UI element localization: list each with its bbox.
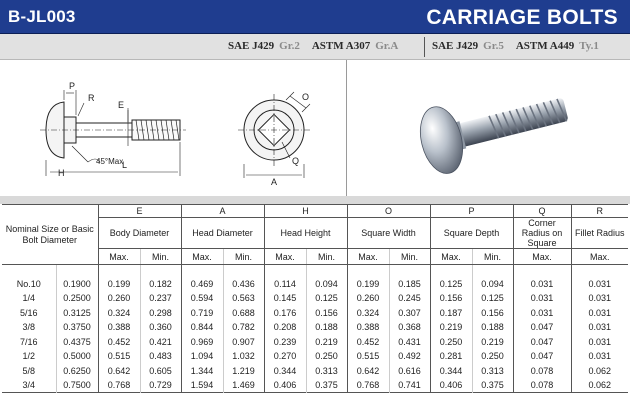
dimension-cell: 0.188 — [472, 320, 513, 335]
label-o: O — [302, 92, 310, 102]
dimension-cell: 0.125 — [472, 291, 513, 306]
dimension-cell: 1.344 — [181, 364, 223, 379]
standard-name: ASTM A307 — [311, 40, 371, 52]
dimension-cell: 0.594 — [181, 291, 223, 306]
dimension-cell: 0.492 — [389, 349, 430, 364]
dimension-cell: 1.594 — [181, 378, 223, 393]
label-q: Q — [292, 156, 300, 166]
table-row — [2, 364, 628, 379]
dimension-cell: 0.307 — [389, 306, 430, 321]
subheader-max: Max. — [98, 249, 140, 265]
column-name: Square Depth — [430, 218, 513, 249]
dimension-cell: 0.907 — [223, 335, 264, 350]
section-gap — [0, 196, 630, 204]
dimension-cell: 0.452 — [347, 335, 389, 350]
subheader-min: Min. — [306, 249, 347, 265]
dimension-cell: 0.245 — [389, 291, 430, 306]
column-letter: R — [571, 205, 628, 218]
bolt-photo — [400, 78, 580, 178]
dimension-cell: 0.185 — [389, 277, 430, 292]
dimension-cell: 0.199 — [347, 277, 389, 292]
dimension-cell: 0.469 — [181, 277, 223, 292]
label-e: E — [118, 100, 125, 110]
dimension-cell: 0.741 — [389, 378, 430, 393]
column-letter: A — [181, 205, 264, 218]
nominal-size-cell: 5/16 — [19, 307, 38, 318]
dimension-cell: 0.208 — [264, 320, 306, 335]
dimension-cell: 0.219 — [430, 320, 472, 335]
dimension-cell: 0.156 — [430, 291, 472, 306]
dimension-cell: 0.688 — [223, 306, 264, 321]
standard-name: ASTM A449 — [515, 40, 575, 52]
subheader-min: Min. — [140, 249, 181, 265]
basic-diameter-cell: 0.1900 — [56, 277, 98, 292]
subheader-max: Max. — [430, 249, 472, 265]
dimension-cell: 0.406 — [264, 378, 306, 393]
figures-divider — [346, 60, 347, 196]
dimension-cell: 0.062 — [571, 378, 628, 393]
side-view-drawing — [0, 60, 210, 196]
dimension-cell: 0.094 — [306, 277, 347, 292]
dimension-cell: 0.368 — [389, 320, 430, 335]
dimension-cell: 0.436 — [223, 277, 264, 292]
dimension-cell: 1.032 — [223, 349, 264, 364]
title-bar — [0, 0, 630, 34]
dimension-cell: 0.250 — [306, 349, 347, 364]
basic-diameter-cell: 0.2500 — [56, 291, 98, 306]
dimension-cell: 0.642 — [347, 364, 389, 379]
column-name: Square Width — [347, 218, 430, 249]
nominal-size-cell: 1/4 — [22, 293, 35, 304]
dimension-cell: 0.406 — [430, 378, 472, 393]
standard-grade: Gr.2 — [279, 40, 300, 52]
dimension-cell: 0.125 — [306, 291, 347, 306]
dimension-cell: 0.515 — [347, 349, 389, 364]
dimension-cell: 0.344 — [264, 364, 306, 379]
nominal-size-cell: 3/8 — [22, 322, 35, 333]
dimension-cell: 0.031 — [571, 349, 628, 364]
dimension-cell: 0.199 — [98, 277, 140, 292]
basic-diameter-cell: 0.5000 — [56, 349, 98, 364]
dimension-cell: 0.078 — [513, 378, 571, 393]
basic-diameter-cell: 0.3750 — [56, 320, 98, 335]
dimension-cell: 0.298 — [140, 306, 181, 321]
dimension-cell: 0.768 — [347, 378, 389, 393]
dimension-cell: 0.616 — [389, 364, 430, 379]
column-name: Head Height — [264, 218, 347, 249]
standard-name: SAE J429 — [228, 40, 275, 52]
dimension-cell: 0.281 — [430, 349, 472, 364]
dimension-cell: 0.031 — [513, 277, 571, 292]
dimension-cell: 0.047 — [513, 335, 571, 350]
dimension-cell: 0.237 — [140, 291, 181, 306]
table-spacer-row — [2, 265, 628, 277]
dimension-cell: 0.031 — [571, 291, 628, 306]
dimension-cell: 0.156 — [306, 306, 347, 321]
dimension-cell: 0.188 — [306, 320, 347, 335]
column-letter: H — [264, 205, 347, 218]
nominal-size-cell: 3/4 — [22, 380, 35, 390]
standard-grade: Gr.5 — [483, 40, 504, 52]
dimension-cell: 0.250 — [472, 349, 513, 364]
label-head-angle: 45°Max — [96, 157, 124, 166]
dimension-cell: 0.452 — [98, 335, 140, 350]
subheader-max: Max. — [347, 249, 389, 265]
dimension-cell: 0.431 — [389, 335, 430, 350]
top-view-drawing — [222, 60, 334, 196]
table-row — [2, 349, 628, 364]
dimension-cell: 0.250 — [430, 335, 472, 350]
dimension-cell: 0.375 — [472, 378, 513, 393]
dimension-cell: 0.219 — [306, 335, 347, 350]
product-title: CARRIAGE BOLTS — [426, 6, 618, 29]
subheader-min: Min. — [472, 249, 513, 265]
label-a: A — [270, 177, 278, 187]
dimension-cell: 0.187 — [430, 306, 472, 321]
dimension-cell: 0.515 — [98, 349, 140, 364]
dimension-cell: 1.094 — [181, 349, 223, 364]
dimensions-table — [2, 204, 628, 393]
standard-grade: Gr.A — [375, 40, 399, 52]
dimension-cell: 0.219 — [472, 335, 513, 350]
subheader-max: Max. — [181, 249, 223, 265]
dimension-cell: 0.313 — [306, 364, 347, 379]
column-letter: O — [347, 205, 430, 218]
table-row — [2, 320, 628, 335]
table-row — [2, 306, 628, 321]
dimension-cell: 0.031 — [571, 306, 628, 321]
subheader-max: Max. — [513, 249, 571, 265]
dimension-cell: 0.324 — [98, 306, 140, 321]
nominal-size-cell: 1/2 — [22, 351, 35, 362]
label-h: H — [58, 168, 65, 178]
dimension-cell: 0.313 — [472, 364, 513, 379]
subheader-min: Min. — [223, 249, 264, 265]
dimension-cell: 0.125 — [430, 277, 472, 292]
dimension-cell: 0.563 — [223, 291, 264, 306]
dimension-cell: 0.260 — [347, 291, 389, 306]
dimension-cell: 0.605 — [140, 364, 181, 379]
column-letter: P — [430, 205, 513, 218]
dimension-cell: 0.031 — [571, 277, 628, 292]
figures-area — [0, 60, 630, 196]
dimension-cell: 1.219 — [223, 364, 264, 379]
dimension-cell: 0.062 — [571, 364, 628, 379]
column-name: Fillet Radius — [571, 218, 628, 249]
dimension-cell: 0.182 — [140, 277, 181, 292]
dimension-cell: 0.239 — [264, 335, 306, 350]
standards-bar — [0, 34, 630, 60]
standard-grade: Ty.1 — [579, 40, 599, 52]
column-name: Body Diameter — [98, 218, 181, 249]
dimension-cell: 0.176 — [264, 306, 306, 321]
dimension-cell: 0.145 — [264, 291, 306, 306]
nominal-size-cell: No.10 — [16, 278, 41, 289]
basic-diameter-cell: 0.7500 — [56, 378, 98, 393]
basic-diameter-cell: 0.6250 — [56, 364, 98, 379]
column-letter: Q — [513, 205, 571, 218]
dimension-cell: 0.156 — [472, 306, 513, 321]
basic-diameter-cell: 0.3125 — [56, 306, 98, 321]
standards-divider — [424, 37, 425, 57]
label-p: P — [68, 81, 76, 91]
dimension-cell: 0.768 — [98, 378, 140, 393]
dimension-cell: 0.719 — [181, 306, 223, 321]
label-r: R — [88, 93, 95, 103]
standard-name: SAE J429 — [432, 40, 479, 52]
label-l: L — [122, 160, 128, 170]
nominal-size-cell: 7/16 — [19, 336, 38, 347]
dimension-cell: 0.844 — [181, 320, 223, 335]
dimension-cell: 0.114 — [264, 277, 306, 292]
subheader-max: Max. — [264, 249, 306, 265]
dimension-cell: 0.324 — [347, 306, 389, 321]
column-letter: E — [98, 205, 181, 218]
table-row — [2, 335, 628, 350]
dimension-cell: 0.260 — [98, 291, 140, 306]
dimension-cell: 0.031 — [513, 306, 571, 321]
dimension-cell: 0.421 — [140, 335, 181, 350]
dimension-cell: 0.047 — [513, 349, 571, 364]
standards-group-2 — [432, 40, 611, 52]
dimension-cell: 0.782 — [223, 320, 264, 335]
nominal-size-cell: 5/8 — [22, 365, 35, 376]
dimension-cell: 0.078 — [513, 364, 571, 379]
table-row — [2, 277, 628, 292]
dimension-cell: 0.375 — [306, 378, 347, 393]
dimension-cell: 0.729 — [140, 378, 181, 393]
dimension-cell: 0.483 — [140, 349, 181, 364]
dimension-cell: 0.388 — [347, 320, 389, 335]
dimension-cell: 0.270 — [264, 349, 306, 364]
dimension-cell: 0.360 — [140, 320, 181, 335]
subheader-min: Min. — [389, 249, 430, 265]
dimension-cell: 0.344 — [430, 364, 472, 379]
basic-diameter-cell: 0.4375 — [56, 335, 98, 350]
dimension-cell: 0.388 — [98, 320, 140, 335]
product-code: B-JL003 — [8, 7, 76, 26]
nominal-size-header: Nominal Size or Basic Bolt Diameter — [2, 205, 98, 265]
table-row — [2, 378, 628, 393]
dimension-cell: 0.047 — [513, 320, 571, 335]
column-name: Head Diameter — [181, 218, 264, 249]
dimension-cell: 0.969 — [181, 335, 223, 350]
column-name: Corner Radius on Square — [513, 218, 571, 249]
dimension-cell: 0.031 — [571, 335, 628, 350]
table-row — [2, 291, 628, 306]
standards-group-1 — [228, 40, 410, 52]
dimension-cell: 0.031 — [571, 320, 628, 335]
dimension-cell: 0.094 — [472, 277, 513, 292]
subheader-max: Max. — [571, 249, 628, 265]
dimension-cell: 1.469 — [223, 378, 264, 393]
dimension-cell: 0.642 — [98, 364, 140, 379]
dimension-cell: 0.031 — [513, 291, 571, 306]
